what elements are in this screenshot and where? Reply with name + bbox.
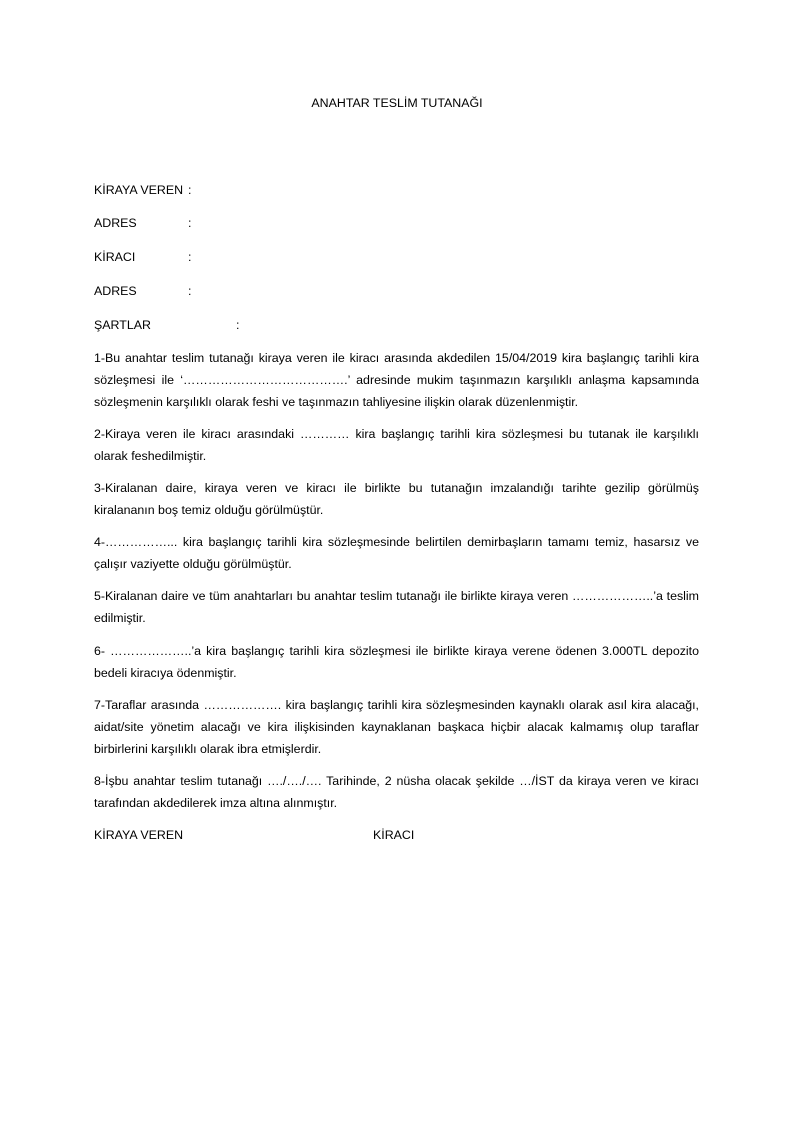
field-lessor-address-colon: : [188,216,192,230]
paragraph-7: 7-Taraflar arasında ………………. kira başlangıç tarihli kira sözleşmesinden kaynaklı olarak asıl kira alacağı, aidat/site yönetim alacağı ve kira ilişkisinden kaynaklanan başkaca hiçbir alacak kalmamış olup taraflar birbirlerini karşılıklı olarak ibra etmişlerdir. [94,698,699,756]
field-conditions-label: ŞARTLAR [94,318,151,332]
field-tenant-address-label: ADRES [94,284,137,298]
field-lessor [94,180,192,200]
paragraph-8: 8-İşbu anahtar teslim tutanağı …./…./…. Tarihinde, 2 nüsha olacak şekilde …/İST da kiraya veren ve kiracı tarafından akdedilerek imza altına alınmıştır. [94,774,699,810]
field-conditions-colon: : [236,318,240,332]
field-tenant-label: KİRACI [94,250,136,264]
paragraph-5: 5-Kiralanan daire ve tüm anahtarları bu anahtar teslim tutanağı ile birlikte kiraya veren ………………..’a teslim edilmiştir. [94,589,699,625]
field-tenant-address [94,281,192,301]
document-title: ANAHTAR TESLİM TUTANAĞI [311,96,483,110]
signature-tenant: KİRACI [373,828,415,842]
paragraph-4: 4-……………... kira başlangıç tarihli kira sözleşmesinde belirtilen demirbaşların tamamı temiz, hasarsız ve çalışır vaziyette olduğu görülmüştür. [94,535,699,571]
paragraph-1: 1-Bu anahtar teslim tutanağı kiraya veren ile kiracı arasında akdedilen 15/04/2019 kira başlangıç tarihli kira sözleşmesi ile ‘………………………………….’ adresinde mukim taşınmazın karşılıklı anlaşma kapsamında sözleşmenin karşılıklı olarak feshi ve taşınmazın tahliyesine ilişkin olarak düzenlenmiştir. [94,351,699,409]
field-tenant-address-colon: : [188,284,192,298]
paragraph-2: 2-Kiraya veren ile kiracı arasındaki ………… kira başlangıç tarihli kira sözleşmesi bu tutanak ile karşılıklı olarak feshedilmiştir. [94,427,699,463]
signature-lessor: KİRAYA VEREN [94,828,184,842]
paragraph-6: 6- ………………..’a kira başlangıç tarihli kira sözleşmesi ile birlikte kiraya verene ödenen 3.000TL depozito bedeli kiracıya ödenmiştir. [94,644,699,680]
field-lessor-address [94,213,192,233]
field-conditions [94,315,240,335]
paragraph-3: 3-Kiralanan daire, kiraya veren ve kiracı ile birlikte bu tutanağın imzalandığı tarihte gezilip görülmüş kiralananın boş temiz olduğu görülmüştür. [94,481,699,517]
field-lessor-label: KİRAYA VEREN [94,183,184,197]
field-lessor-address-label: ADRES [94,216,137,230]
field-tenant-colon: : [188,250,192,264]
field-tenant [94,247,192,267]
field-lessor-colon: : [188,183,192,197]
